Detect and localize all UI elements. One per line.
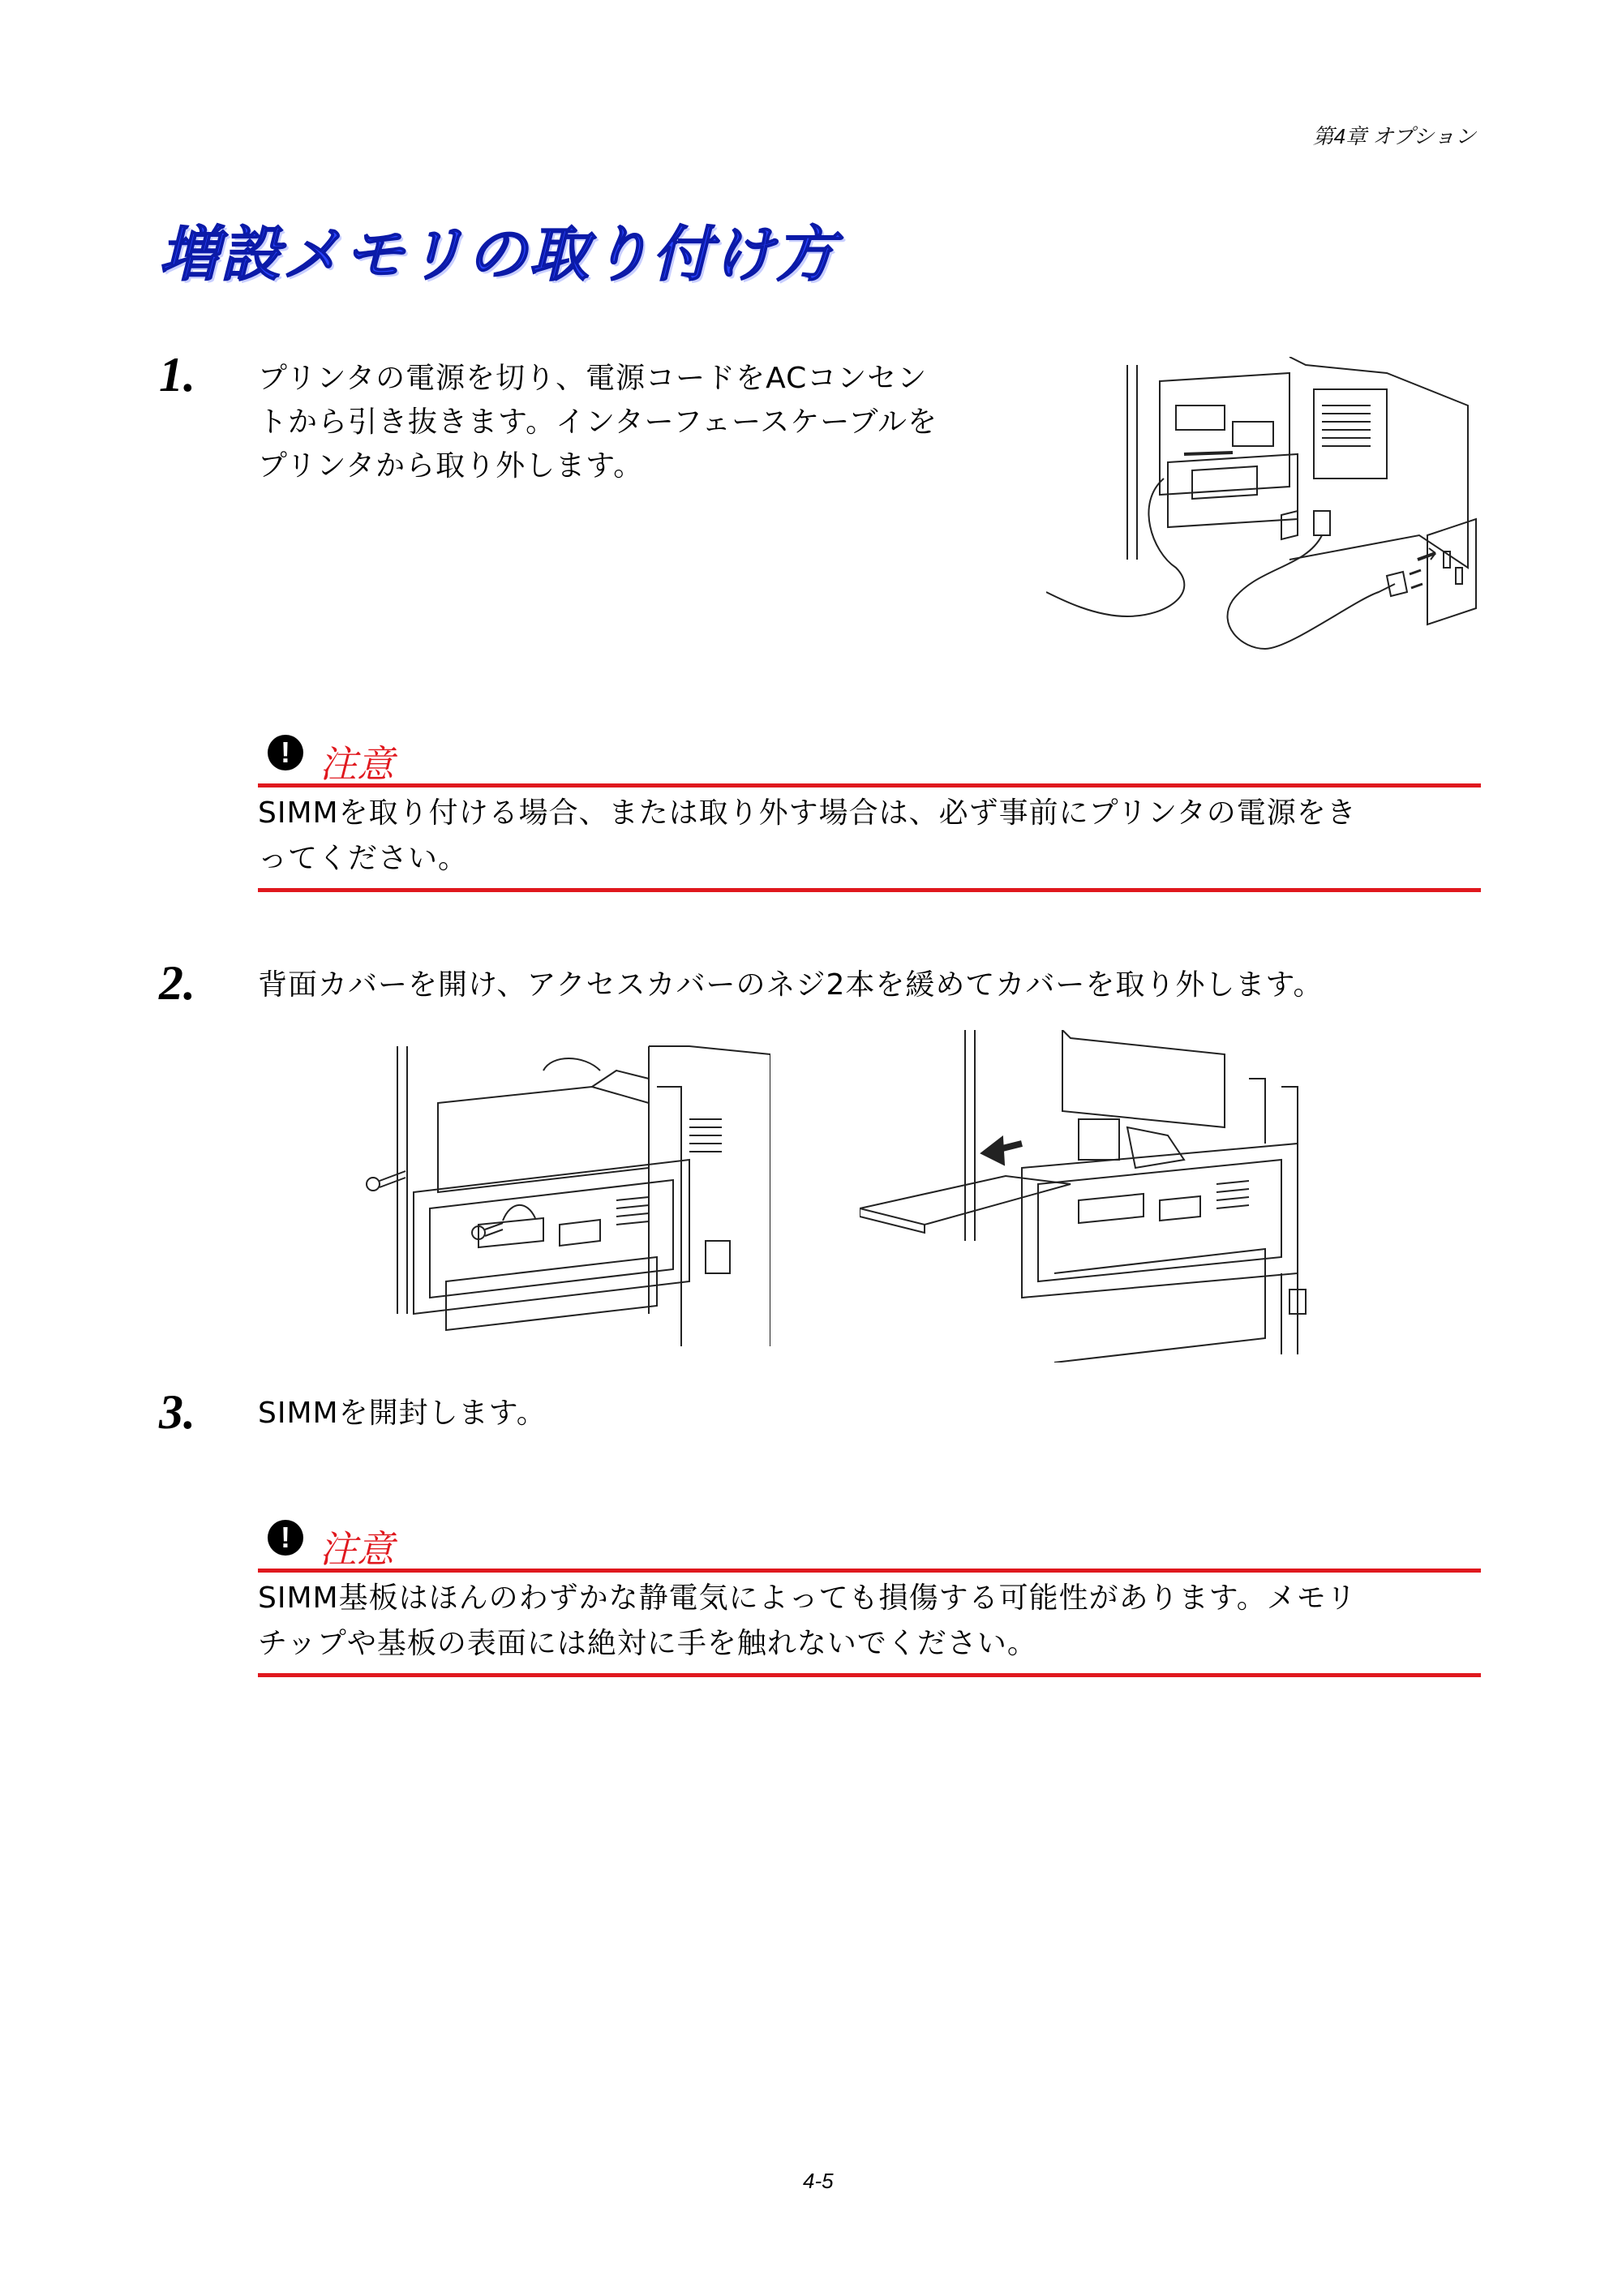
caution-box <box>258 728 1481 892</box>
caution-label: 注意 <box>320 1527 394 1571</box>
caution-label: 注意 <box>320 742 394 786</box>
text-line: プリンタから取り外します。 <box>258 449 644 483</box>
access-cover-screws-illustration <box>349 1038 770 1363</box>
text-line: SIMM基板はほんのわずかな静電気によっても損傷する可能性があります。メモリ <box>258 1581 1357 1615</box>
text-line: ってください。 <box>258 842 469 875</box>
step-number: 3. <box>159 1385 195 1439</box>
access-cover-removed-illustration <box>860 1030 1314 1363</box>
text-line: SIMMを開封します。 <box>258 1397 547 1430</box>
text-line: プリンタの電源を切り、電源コードをACコンセン <box>258 362 928 395</box>
page-title: 増設メモリの取り付け方 <box>159 220 837 290</box>
text-line: 背面カバーを開け、アクセスカバーのネジ2本を緩めてカバーを取り外します。 <box>258 968 1324 1002</box>
step-number: 2. <box>159 956 195 1010</box>
page-number: 4-5 <box>803 2169 834 2193</box>
chapter-header: 第4章 オプション <box>1312 124 1476 148</box>
text-line: チップや基板の表面には絶対に手を触れないでください。 <box>258 1627 1037 1660</box>
exclamation-circle-icon: ! <box>268 735 303 770</box>
caution-header <box>258 1513 1481 1569</box>
text-line: トから引き抜きます。インターフェースケーブルを <box>258 406 938 439</box>
caution-rule-bottom <box>258 888 1481 892</box>
caution-text <box>258 1573 1481 1673</box>
step-2-text <box>258 963 1324 1007</box>
step-number: 1. <box>159 348 195 401</box>
printer-rear-unplug-illustration <box>1046 357 1484 665</box>
caution-rule-bottom <box>258 1673 1481 1677</box>
exclamation-circle-icon: ! <box>268 1520 303 1556</box>
text-line: SIMMを取り付ける場合、または取り外す場合は、必ず事前にプリンタの電源をき <box>258 796 1357 830</box>
step-1-text <box>258 357 938 488</box>
caution-text <box>258 788 1481 888</box>
caution-box <box>258 1513 1481 1677</box>
step-3-text <box>258 1392 547 1436</box>
caution-header <box>258 728 1481 786</box>
